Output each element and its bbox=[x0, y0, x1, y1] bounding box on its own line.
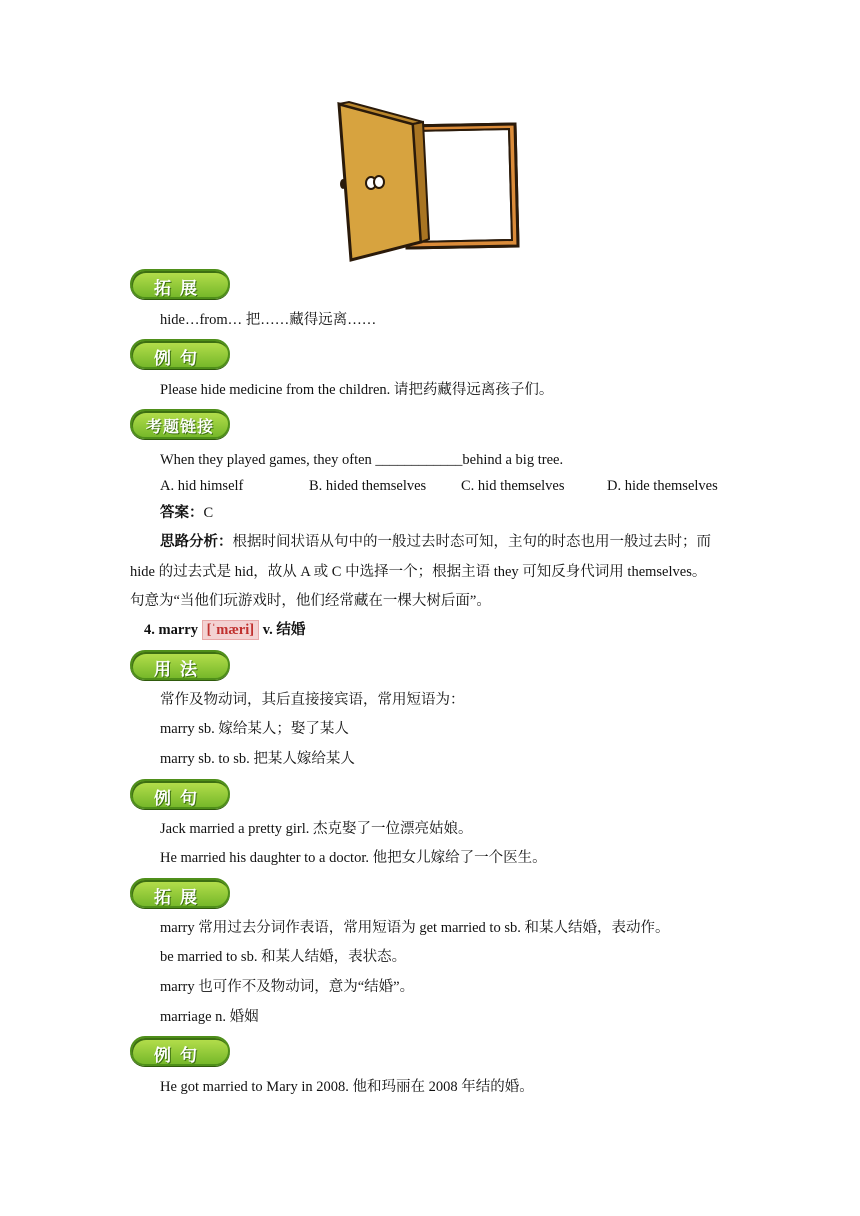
option-a: A. hid himself bbox=[160, 478, 244, 494]
badge-label: 例句 bbox=[154, 1046, 206, 1066]
option-b: B. hided themselves bbox=[309, 478, 427, 494]
example-badge bbox=[130, 339, 230, 369]
answer-line bbox=[160, 503, 213, 523]
usage-badge bbox=[130, 650, 230, 680]
heading-pos: v. 结婚 bbox=[262, 622, 306, 638]
badge-label: 拓展 bbox=[154, 888, 206, 908]
analysis-line-3: 句意为“当他们玩游戏时，他们经常藏在一棵大树后面”。 bbox=[130, 593, 491, 609]
phonetic-label: [ˈmæri] bbox=[202, 620, 260, 640]
option-c: C. hid themselves bbox=[461, 478, 565, 494]
analysis-label: 思路分析： bbox=[160, 534, 233, 550]
open-door-illustration bbox=[335, 98, 525, 263]
exam-question: When they played games, they often ____________behind a big tree. bbox=[160, 452, 564, 468]
analysis-line-1: 思路分析：根据时间状语从句中的一般过去时态可知，主句的时态也用一般过去时；而 bbox=[160, 534, 711, 550]
badge-label: 例句 bbox=[154, 789, 206, 809]
extend-line: be married to sb. 和某人结婚，表状态。 bbox=[160, 949, 407, 965]
usage-line: marry sb. 嫁给某人；娶了某人 bbox=[160, 721, 349, 737]
option-d: D. hide themselves bbox=[607, 478, 718, 494]
extend-line: marry 也可作不及物动词，意为“结婚”。 bbox=[160, 979, 415, 995]
final-example: He got married to Mary in 2008. 他和玛丽在 2008 年结的婚。 bbox=[160, 1079, 534, 1095]
usage-line: marry sb. to sb. 把某人嫁给某人 bbox=[160, 751, 355, 767]
badge-label: 拓展 bbox=[154, 279, 206, 299]
example-badge bbox=[130, 779, 230, 809]
example-line: Jack married a pretty girl. 杰克娶了一位漂亮姑娘。 bbox=[160, 821, 473, 837]
badge-label: 用法 bbox=[154, 660, 206, 680]
extend-line: marriage n. 婚姻 bbox=[160, 1009, 259, 1025]
hide-example-text: Please hide medicine from the children. 请把药藏得远离孩子们。 bbox=[160, 382, 554, 398]
marry-heading bbox=[144, 620, 305, 640]
extend-badge bbox=[130, 878, 230, 908]
answer-label: 答案： bbox=[160, 505, 204, 521]
badge-label: 例句 bbox=[154, 349, 206, 369]
exam-link-badge bbox=[130, 409, 230, 439]
usage-line: 常作及物动词，其后直接接宾语，常用短语为： bbox=[160, 692, 465, 708]
analysis-line-2: hide 的过去式是 hid，故从 A 或 C 中选择一个；根据主语 they 可知反身代词用 themselves。 bbox=[130, 564, 707, 580]
extend-line: marry 常用过去分词作表语，常用短语为 get married to sb. 和某人结婚，表动作。 bbox=[160, 920, 670, 936]
hide-extend-text: hide…from… 把……藏得远离…… bbox=[160, 312, 377, 328]
answer-value: C bbox=[203, 505, 214, 521]
extend-badge bbox=[130, 269, 230, 299]
example-line: He married his daughter to a doctor. 他把女儿嫁给了一个医生。 bbox=[160, 850, 547, 866]
badge-label: 考题链接 bbox=[145, 417, 214, 436]
heading-word: 4. marry bbox=[144, 622, 198, 638]
example-badge bbox=[130, 1036, 230, 1066]
